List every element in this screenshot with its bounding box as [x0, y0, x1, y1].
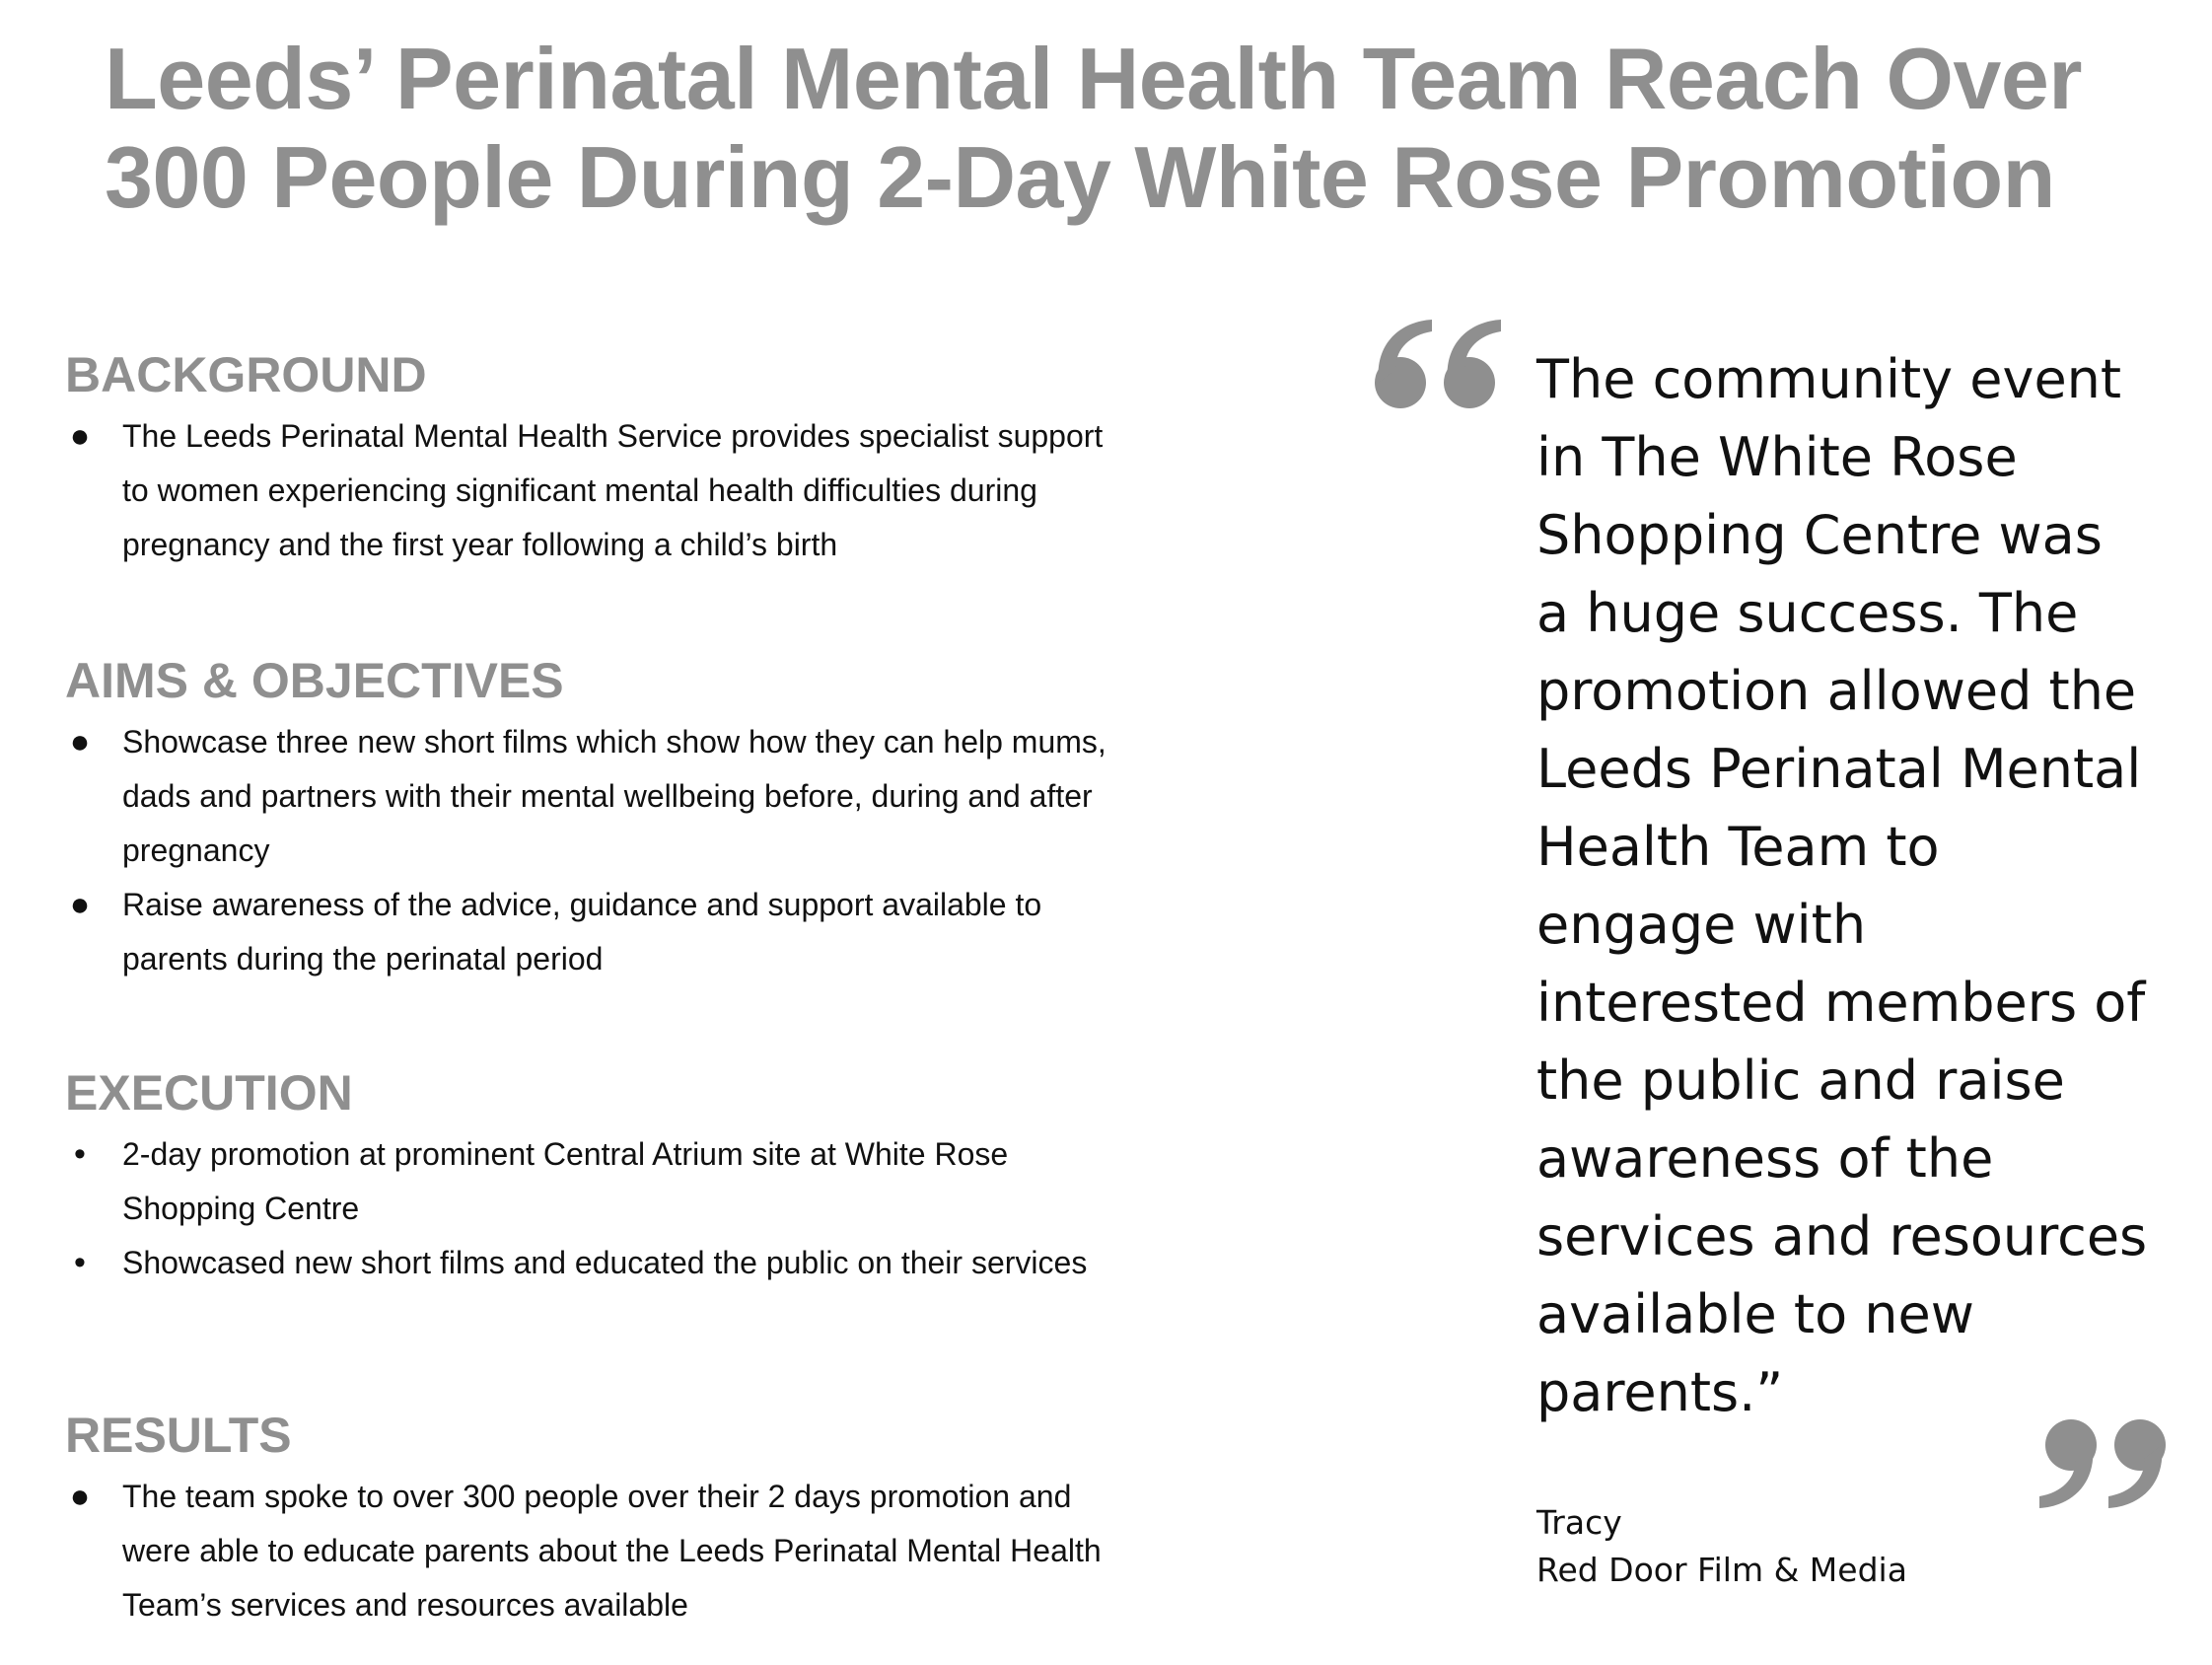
list-item-line: Raise awareness of the advice, guidance and support available to — [122, 887, 1042, 922]
quote-attribution — [1536, 1499, 2128, 1594]
quote-line: The community event — [1536, 348, 2122, 410]
list-item-line: parents during the perinatal period — [122, 941, 604, 977]
list-item-line: Team’s services and resources available — [122, 1587, 688, 1623]
list-item-line: Showcase three new short films which show how they can help mums, — [122, 724, 1106, 760]
list-item — [65, 409, 1229, 572]
list-item-line: pregnancy and the first year following a child’s birth — [122, 527, 838, 562]
list-item-line: pregnancy — [122, 832, 270, 868]
bullet-list-execution — [65, 1127, 1229, 1290]
quote-line: awareness of the — [1536, 1127, 1994, 1190]
list-item — [65, 878, 1229, 986]
attribution-organization: Red Door Film & Media — [1536, 1551, 1907, 1589]
list-item — [65, 715, 1229, 878]
bullet-dot-icon: • — [74, 1244, 86, 1281]
list-item-line: were able to educate parents about the Leeds Perinatal Mental Health — [122, 1533, 1102, 1568]
section-heading-execution: EXECUTION — [65, 1065, 353, 1121]
quote-line: promotion allowed the — [1536, 660, 2137, 722]
bullet-list-results — [65, 1470, 1229, 1632]
quote-line: Leeds Perinatal Mental — [1536, 738, 2142, 800]
quote-line: in The White Rose — [1536, 426, 2018, 488]
list-item-line: Shopping Centre — [122, 1191, 360, 1226]
close-quote-icon — [2032, 1406, 2170, 1514]
quote-line: available to new — [1536, 1283, 1974, 1345]
list-item-line: The team spoke to over 300 people over their 2 days promotion and — [122, 1479, 1072, 1514]
title-line-1: Leeds’ Perinatal Mental Health Team Reach Over — [105, 30, 2083, 127]
bullet-dot-icon: ● — [69, 886, 91, 923]
page-title — [105, 30, 2136, 227]
list-item-line: 2-day promotion at prominent Central Atrium site at White Rose — [122, 1136, 1009, 1172]
bullet-dot-icon: ● — [69, 723, 91, 760]
quote-line: parents.” — [1536, 1361, 1784, 1423]
bullet-dot-icon: ● — [69, 1478, 91, 1515]
list-item — [65, 1127, 1229, 1236]
quote-line: interested members of — [1536, 972, 2146, 1034]
title-line-2: 300 People During 2-Day White Rose Promotion — [105, 128, 2055, 226]
open-quote-icon — [1371, 314, 1509, 422]
section-heading-aims: AIMS & OBJECTIVES — [65, 653, 564, 708]
list-item — [65, 1470, 1229, 1632]
testimonial-quote — [1536, 340, 2158, 1431]
section-results — [65, 1401, 1229, 1632]
list-item-line: The Leeds Perinatal Mental Health Service provides specialist support — [122, 418, 1104, 454]
bullet-list-aims — [65, 715, 1229, 986]
attribution-name: Tracy — [1536, 1503, 1622, 1542]
quote-line: engage with — [1536, 894, 1867, 956]
section-heading-results: RESULTS — [65, 1408, 292, 1463]
list-item-line: to women experiencing significant mental health difficulties during — [122, 472, 1037, 508]
quote-line: Shopping Centre was — [1536, 504, 2103, 566]
section-heading-background: BACKGROUND — [65, 347, 427, 402]
list-item-line: Showcased new short films and educated the public on their services — [122, 1245, 1088, 1280]
list-item — [65, 1236, 1229, 1290]
quote-line: services and resources — [1536, 1205, 2148, 1267]
quote-line: the public and raise — [1536, 1050, 2065, 1112]
section-execution — [65, 1058, 1229, 1290]
quote-line: Health Team to — [1536, 816, 1940, 878]
bullet-dot-icon: ● — [69, 417, 91, 455]
section-background — [65, 340, 1229, 572]
bullet-dot-icon: • — [74, 1135, 86, 1173]
quote-line: a huge success. The — [1536, 582, 2079, 644]
bullet-list-background — [65, 409, 1229, 572]
section-aims-objectives — [65, 646, 1229, 986]
list-item-line: dads and partners with their mental wellbeing before, during and after — [122, 778, 1093, 814]
